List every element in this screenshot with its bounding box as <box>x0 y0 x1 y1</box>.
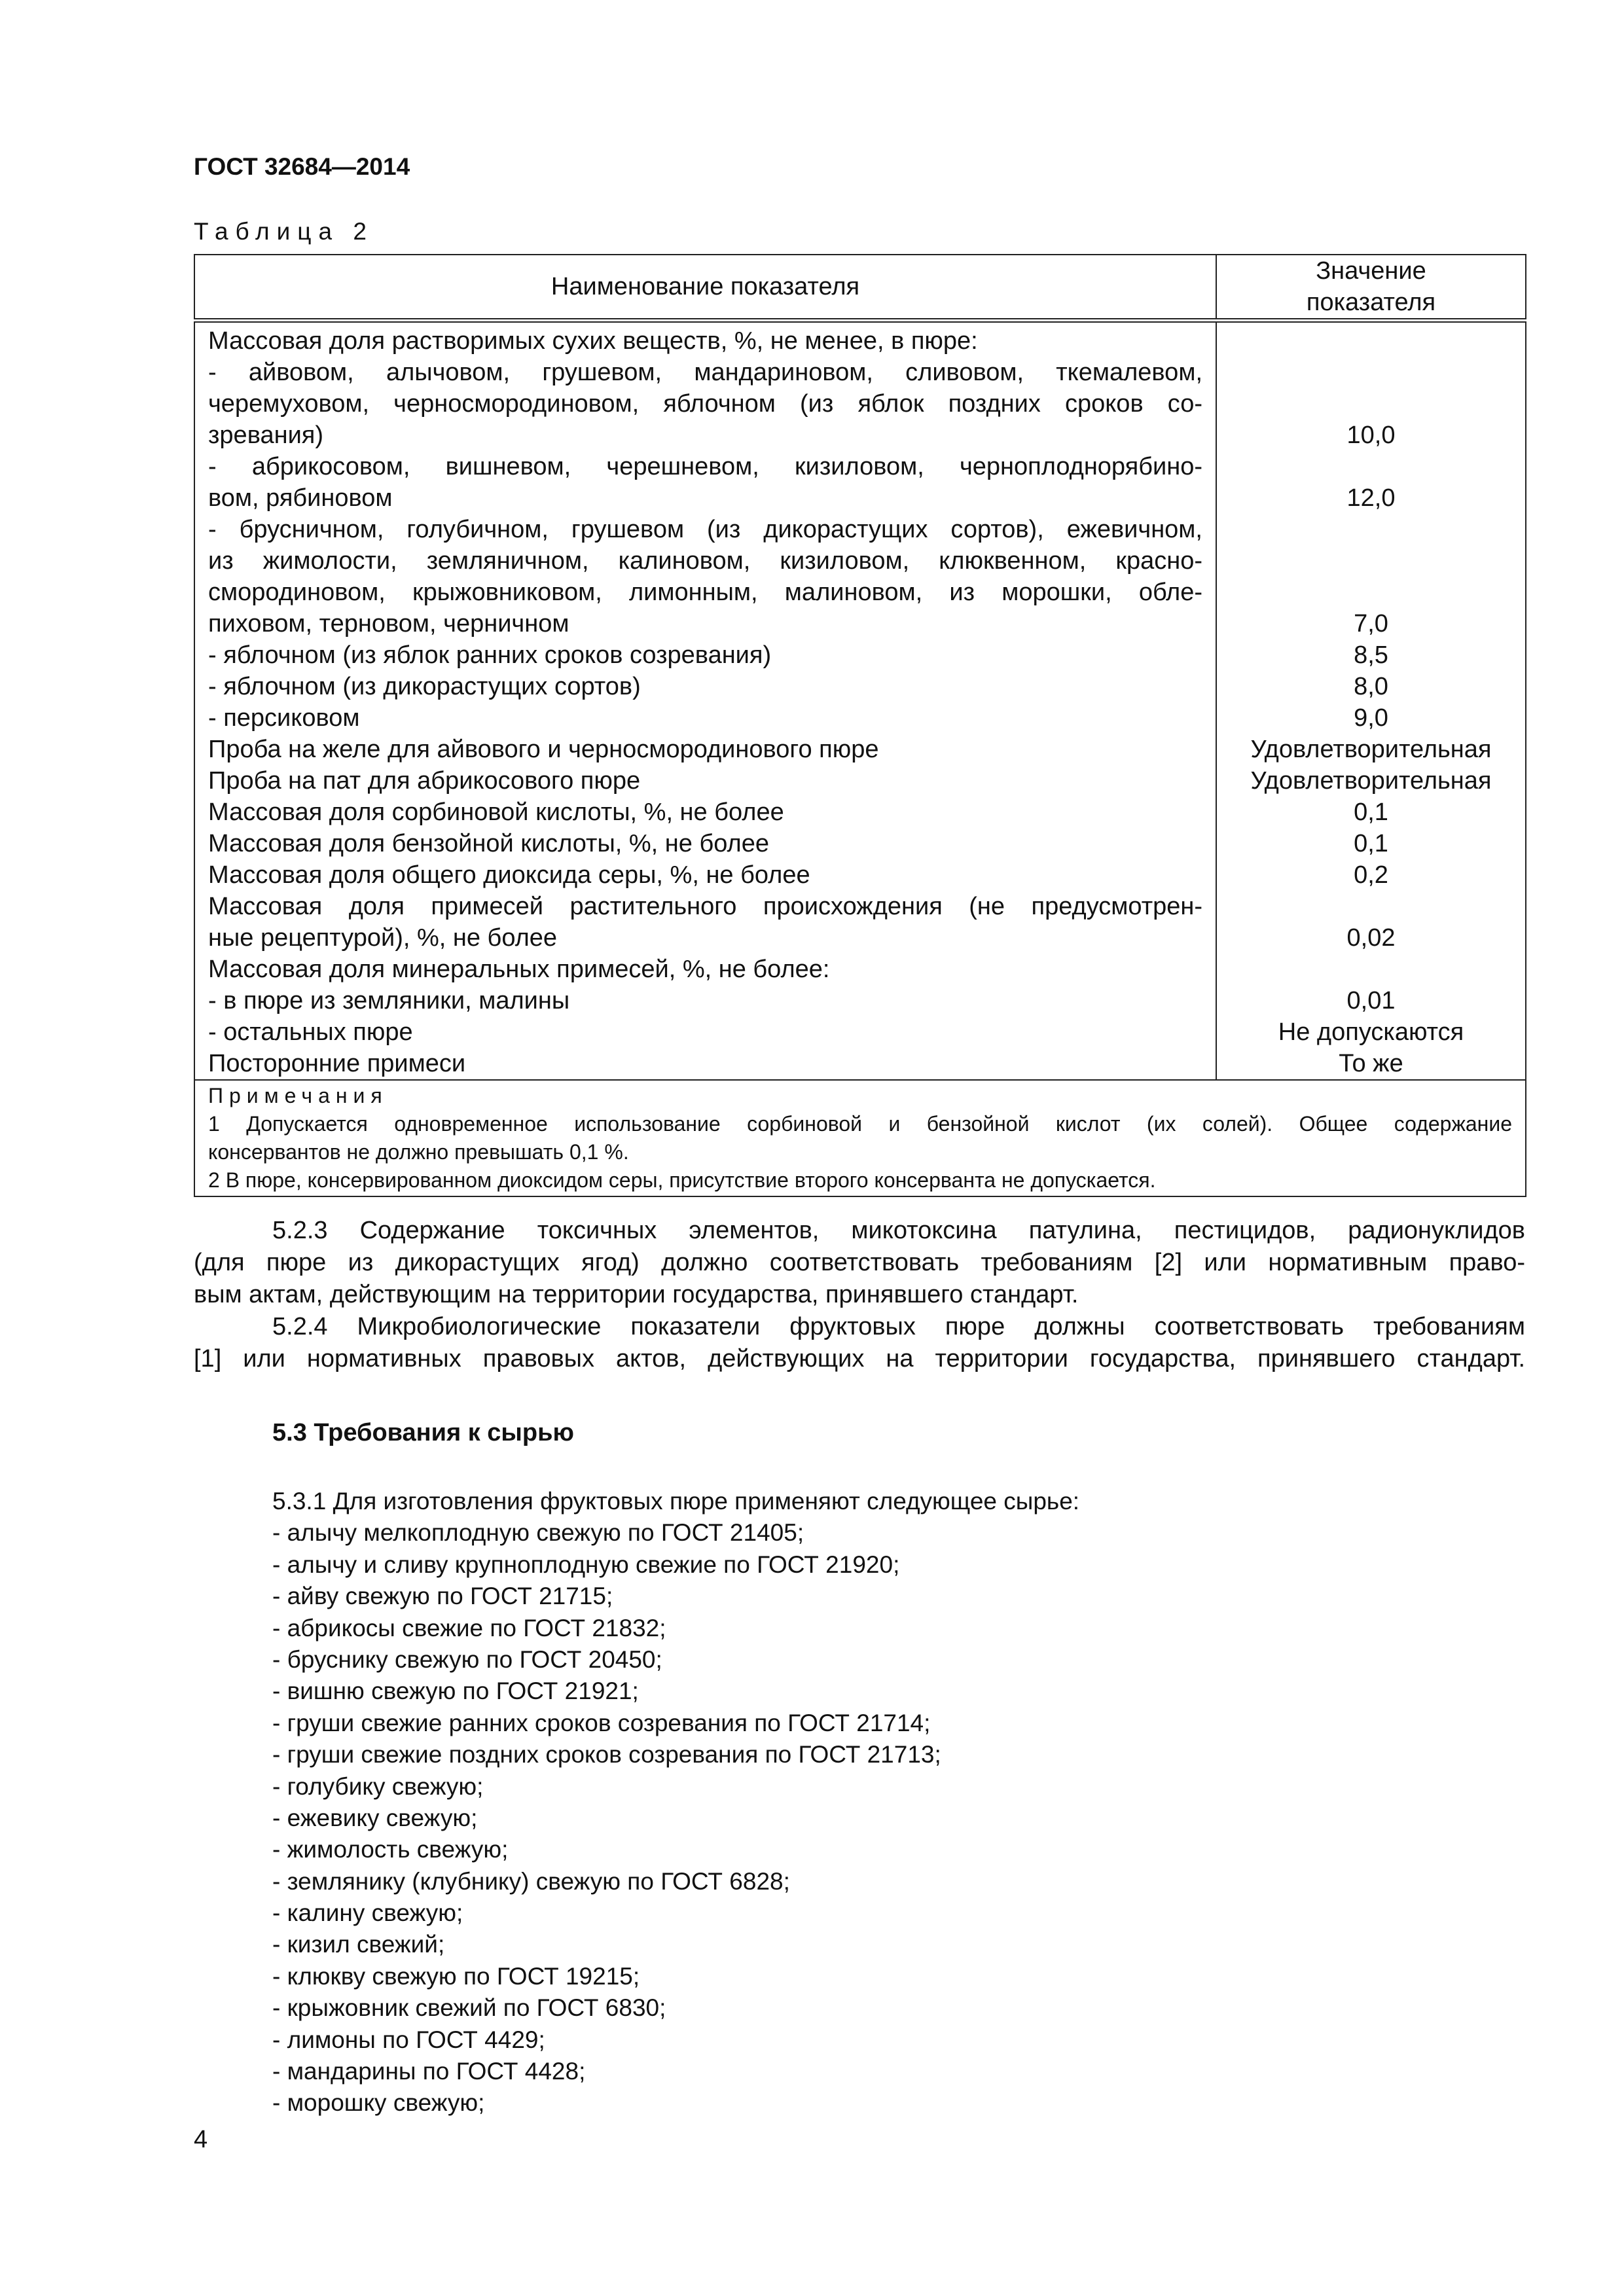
requirements-table <box>194 254 1526 1197</box>
list-item: - кизил свежий; <box>272 1931 445 1958</box>
indicator-value <box>1221 577 1521 608</box>
list-item: - бруснику свежую по ГОСТ 20450; <box>272 1645 662 1673</box>
indicator-value: 8,0 <box>1354 673 1388 700</box>
indicator-value <box>1221 325 1521 357</box>
list-item: - ежевику свежую; <box>272 1804 478 1831</box>
list-item: - алычу и сливу крупноплодную свежие по ГОСТ 21920; <box>272 1551 900 1578</box>
indicator-value: 0,1 <box>1354 830 1388 857</box>
table-notes-cell <box>194 1080 1526 1196</box>
indicator-value <box>1221 954 1521 985</box>
indicator-value: 9,0 <box>1354 704 1388 732</box>
list-item: - груши свежие поздних сроков созревания по ГОСТ 21713; <box>272 1741 941 1768</box>
section-title: 5.3 Требования к сырью <box>272 1419 574 1446</box>
indicator-name: вом, рябиновом <box>208 484 393 512</box>
list-item: - вишню свежую по ГОСТ 21921; <box>272 1677 639 1705</box>
indicator-value: 7,0 <box>1354 610 1388 637</box>
indicator-value <box>1221 891 1521 922</box>
indicator-value: Удовлетворительная <box>1250 736 1492 763</box>
indicator-value: 0,1 <box>1354 798 1388 826</box>
indicator-name: Массовая доля растворимых сухих веществ, %, не менее, в пюре: <box>208 327 978 355</box>
indicator-value: Не допускаются <box>1278 1018 1464 1046</box>
indicator-name: Массовая доля сорбиновой кислоты, %, не более <box>208 798 784 826</box>
paragraph-5-2-3 <box>194 1215 1525 1311</box>
note-1-line-2: консервантов не должно превышать 0,1 %. <box>208 1140 629 1164</box>
indicator-name: Проба на желе для айвового и черносмородинового пюре <box>208 736 879 763</box>
indicator-name: Массовая доля общего диоксида серы, %, не более <box>208 861 810 889</box>
document-header: ГОСТ 32684—2014 <box>194 153 410 180</box>
indicator-value <box>1221 388 1521 420</box>
indicator-name: - яблочном (из яблок ранних сроков созревания) <box>208 641 772 669</box>
indicator-value <box>1221 357 1521 388</box>
indicator-names-cell <box>194 321 1216 1081</box>
table-notes-row <box>194 1080 1526 1196</box>
indicator-name: - персиковом <box>208 704 360 732</box>
list-item: - землянику (клубнику) свежую по ГОСТ 6828; <box>272 1867 790 1895</box>
column-header-value-line2: показателя <box>1306 289 1436 316</box>
note-1-line-1: 1 Допускается одновременное использование сорбиновой и бензойной кислот (их солей). Общее содержание <box>208 1112 1512 1136</box>
indicator-name: - яблочном (из дикорастущих сортов) <box>208 673 641 700</box>
column-header-value-line1: Значение <box>1316 257 1426 285</box>
indicator-name: Массовая доля бензойной кислоты, %, не более <box>208 830 769 857</box>
indicator-value: 0,01 <box>1346 987 1396 1014</box>
column-header-name: Наименование показателя <box>194 255 1216 321</box>
list-item: - голубику свежую; <box>272 1772 484 1800</box>
paragraph-5-2-4 <box>194 1311 1525 1375</box>
indicator-value <box>1221 451 1521 482</box>
list-item: - жимолость свежую; <box>272 1836 509 1863</box>
indicator-name: из жимолости, земляничном, калиновом, кизиловом, клюквенном, красно- <box>208 547 1202 575</box>
indicator-name: - айвовом, алычовом, грушевом, мандариновом, сливовом, ткемалевом, <box>208 359 1202 386</box>
note-2: 2 В пюре, консервированном диоксидом серы, присутствие второго консерванта не допускается. <box>208 1168 1156 1192</box>
list-item: - калину свежую; <box>272 1899 463 1927</box>
indicator-value: 12,0 <box>1346 484 1396 512</box>
list-item: - мандарины по ГОСТ 4428; <box>272 2058 586 2085</box>
paragraph-line: вым актам, действующим на территории государства, принявшего стандарт. <box>194 1281 1079 1308</box>
notes-title: Примечания <box>208 1084 388 1107</box>
indicator-name: пиховом, терновом, черничном <box>208 610 569 637</box>
list-item: - алычу мелкоплодную свежую по ГОСТ 21405; <box>272 1519 804 1547</box>
indicator-value: То же <box>1339 1050 1403 1077</box>
indicator-name: Массовая доля минеральных примесей, %, не более: <box>208 956 830 983</box>
indicator-name: черемуховом, черносмородиновом, яблочном (из яблок поздних сроков со- <box>208 390 1202 418</box>
paragraph-line: (для пюре из дикорастущих ягод) должно соответствовать требованиям [2] или нормативным право- <box>194 1249 1525 1276</box>
list-item: - абрикосы свежие по ГОСТ 21832; <box>272 1614 666 1641</box>
list-item: - клюкву свежую по ГОСТ 19215; <box>272 1962 640 1990</box>
paragraph-line: [1] или нормативных правовых актов, действующих на территории государства, принявшего стандарт. <box>194 1345 1525 1372</box>
indicator-value <box>1221 514 1521 545</box>
indicator-name: - остальных пюре <box>208 1018 413 1046</box>
indicator-name: - брусничном, голубичном, грушевом (из дикорастущих сортов), ежевичном, <box>208 516 1202 543</box>
table-caption: Таблица 2 <box>194 218 374 245</box>
indicator-value <box>1221 545 1521 577</box>
indicator-value: 0,02 <box>1346 924 1396 952</box>
indicator-values-cell <box>1216 321 1526 1081</box>
indicator-value: Удовлетворительная <box>1250 767 1492 795</box>
list-item: - лимоны по ГОСТ 4429; <box>272 2026 545 2053</box>
list-item: - груши свежие ранних сроков созревания по ГОСТ 21714; <box>272 1709 931 1736</box>
table-header-row <box>194 255 1526 321</box>
table-body-row <box>194 321 1526 1081</box>
indicator-name: Посторонние примеси <box>208 1050 466 1077</box>
indicator-value: 0,2 <box>1354 861 1388 889</box>
indicator-name: ные рецептурой), %, не более <box>208 924 558 952</box>
indicator-name: - в пюре из земляники, малины <box>208 987 570 1014</box>
paragraph-line: 5.2.3 Содержание токсичных элементов, микотоксина патулина, пестицидов, радионуклидов <box>272 1217 1525 1244</box>
list-item: - морошку свежую; <box>272 2089 485 2117</box>
raw-materials-intro: 5.3.1 Для изготовления фруктовых пюре применяют следующее сырье: <box>272 1488 1080 1515</box>
paragraph-line: 5.2.4 Микробиологические показатели фруктовых пюре должны соответствовать требованиям <box>272 1313 1525 1340</box>
indicator-name: смородиновом, крыжовниковом, лимонным, малиновом, из морошки, обле- <box>208 579 1202 606</box>
column-header-value <box>1216 255 1526 321</box>
indicator-name: Проба на пат для абрикосового пюре <box>208 767 641 795</box>
indicator-value: 8,5 <box>1354 641 1388 669</box>
indicator-value: 10,0 <box>1346 422 1396 449</box>
indicator-name: - абрикосовом, вишневом, черешневом, кизиловом, черноплоднорябино- <box>208 453 1202 480</box>
indicator-name: Массовая доля примесей растительного происхождения (не предусмотрен- <box>208 893 1202 920</box>
raw-materials-list <box>272 1486 1079 2119</box>
indicator-name: зревания) <box>208 422 324 449</box>
list-item: - крыжовник свежий по ГОСТ 6830; <box>272 1994 666 2022</box>
list-item: - айву свежую по ГОСТ 21715; <box>272 1583 613 1610</box>
page-number: 4 <box>194 2126 208 2153</box>
